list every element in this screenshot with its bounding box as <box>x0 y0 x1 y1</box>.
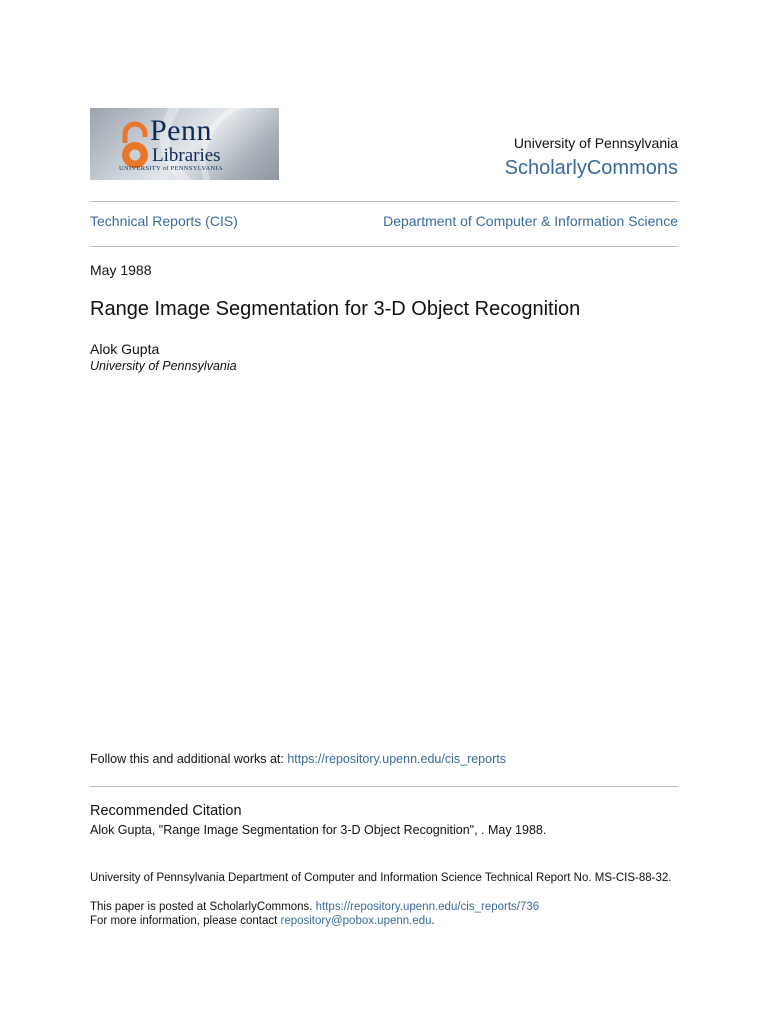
penn-libraries-logo[interactable] <box>90 108 279 180</box>
follow-line <box>90 752 506 766</box>
cover-page <box>90 0 678 1024</box>
paper-title: Range Image Segmentation for 3-D Object Recognition <box>90 298 581 320</box>
scholarlycommons-link[interactable]: ScholarlyCommons <box>504 157 678 179</box>
divider <box>90 246 678 247</box>
department-link[interactable]: Department of Computer & Information Science <box>383 213 678 229</box>
report-number-note: University of Pennsylvania Department of Computer and Information Science Technical Report No. MS-CIS-88-32. <box>90 872 672 884</box>
divider <box>90 786 678 787</box>
contact-email-link[interactable]: repository@pobox.upenn.edu <box>280 915 432 927</box>
university-name: University of Pennsylvania <box>513 135 678 151</box>
logo-libraries-text: Libraries <box>152 145 221 166</box>
contact-line <box>90 915 435 927</box>
follow-label: Follow this and additional works at: <box>90 752 288 766</box>
author-affiliation: University of Pennsylvania <box>90 359 237 373</box>
posted-line <box>90 901 539 913</box>
contact-label: For more information, please contact <box>90 915 281 927</box>
citation-text: Alok Gupta, "Range Image Segmentation for 3-D Object Recognition", . May 1988. <box>90 823 547 837</box>
series-link[interactable]: Technical Reports (CIS) <box>90 213 238 229</box>
citation-heading: Recommended Citation <box>90 803 242 819</box>
open-access-lock-icon <box>116 121 154 171</box>
author-name: Alok Gupta <box>90 341 160 357</box>
contact-suffix: . <box>431 915 435 927</box>
posted-label: This paper is posted at ScholarlyCommons. <box>90 901 316 913</box>
divider <box>90 201 678 202</box>
paper-link[interactable]: https://repository.upenn.edu/cis_reports/736 <box>315 901 540 913</box>
publication-date: May 1988 <box>90 262 152 278</box>
logo-university-text: UNIVERSITY of PENNSYLVANIA <box>119 165 223 172</box>
collection-link[interactable]: https://repository.upenn.edu/cis_reports <box>287 752 506 766</box>
logo-penn-text: Penn <box>150 114 212 147</box>
